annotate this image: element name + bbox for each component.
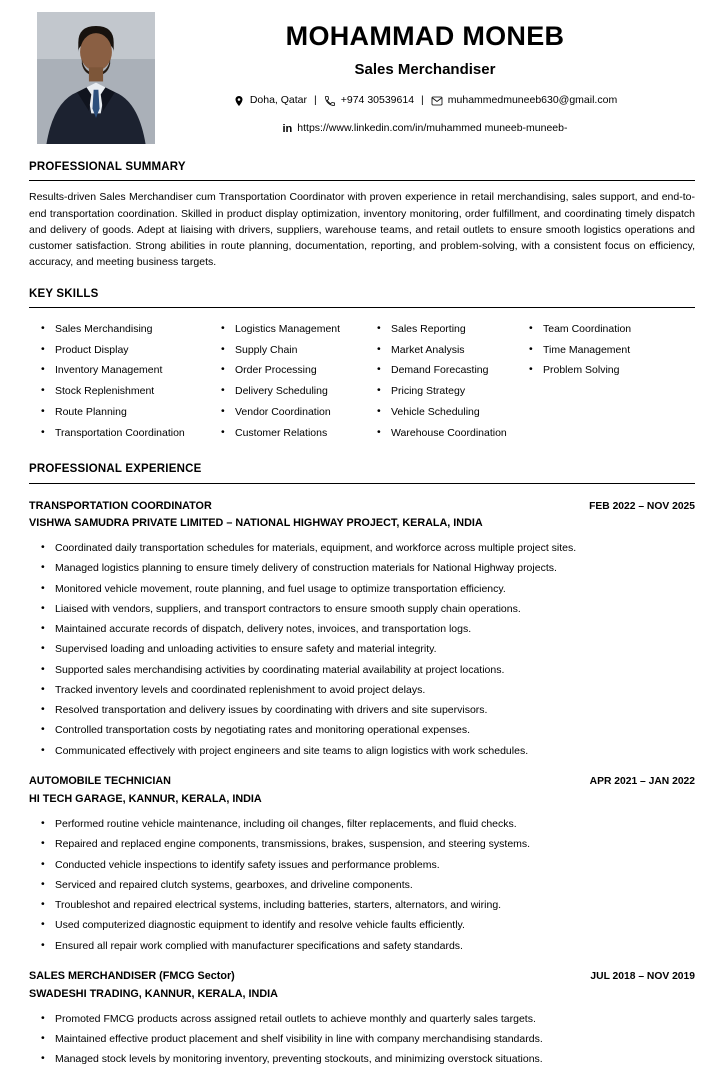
job-bullet-item: • Used computerized diagnostic equipment to identify and resolve vehicle faults efficiently. xyxy=(39,918,695,934)
summary-heading: PROFESSIONAL SUMMARY xyxy=(29,159,695,181)
job-bullet-item: • Tracked inventory levels and coordinated replenishment to avoid project delays. xyxy=(39,683,695,699)
job-header xyxy=(29,968,695,984)
job-bullet-item: • Maintained effective product placement and shelf visibility in line with company merchandising standards. xyxy=(39,1032,695,1048)
job-bullet-item: • Troubleshot and repaired electrical systems, including batteries, starters, alternators, and wiring. xyxy=(39,898,695,914)
skill-item: • Sales Reporting xyxy=(375,322,527,338)
skill-item: • Supply Chain xyxy=(219,343,375,359)
job-dates: JUL 2018 – NOV 2019 xyxy=(590,971,695,983)
job-title: AUTOMOBILE TECHNICIAN xyxy=(29,775,171,788)
linkedin-icon: in xyxy=(282,122,293,135)
skills-heading: KEY SKILLS xyxy=(29,286,695,308)
location-icon xyxy=(233,95,245,107)
skill-item: • Market Analysis xyxy=(375,343,527,359)
skill-item: • Transportation Coordination xyxy=(39,426,219,442)
job-company: HI TECH GARAGE, KANNUR, KERALA, INDIA xyxy=(29,792,262,805)
skill-item: • Route Planning xyxy=(39,405,219,421)
contact-row xyxy=(155,93,695,109)
skill-item: • Sales Merchandising xyxy=(39,322,219,338)
skill-item: • Order Processing xyxy=(219,363,375,379)
skill-item: • Delivery Scheduling xyxy=(219,384,375,400)
skill-item: • Stock Replenishment xyxy=(39,384,219,400)
candidate-title: Sales Merchandiser xyxy=(354,60,496,78)
email-item xyxy=(431,93,617,109)
linkedin-url: https://www.linkedin.com/in/muhammed muneeb-muneeb- xyxy=(297,122,568,135)
job-bullet-item: • Serviced and repaired clutch systems, gearboxes, and driveline components. xyxy=(39,878,695,894)
contact-separator: | xyxy=(314,94,317,106)
job-bullet-item: • Ensured all repair work complied with manufacturer specifications and safety standards. xyxy=(39,939,695,955)
skill-item: • Vehicle Scheduling xyxy=(375,405,527,421)
skills-section xyxy=(29,286,695,447)
job-bullet-item: • Monitored vehicle movement, route planning, and fuel usage to optimize transportation efficiency. xyxy=(39,582,695,598)
email-text: muhammedmuneeb630@gmail.com xyxy=(447,94,618,106)
job-entry xyxy=(29,968,695,1068)
job-bullets xyxy=(29,817,695,954)
phone-icon xyxy=(324,95,336,107)
linkedin-row xyxy=(155,121,695,138)
job-bullet-item: • Coordinated daily transportation schedules for materials, equipment, and workforce across multiple project sites. xyxy=(39,541,695,557)
location-text: Doha, Qatar xyxy=(249,94,308,106)
location-item xyxy=(233,93,307,109)
job-dates: FEB 2022 – NOV 2025 xyxy=(589,500,695,512)
skills-column-1 xyxy=(39,322,219,447)
job-dates: APR 2021 – JAN 2022 xyxy=(589,776,695,788)
skill-item: • Team Coordination xyxy=(527,322,695,338)
skill-item: • Time Management xyxy=(527,343,695,359)
skill-item: • Pricing Strategy xyxy=(375,384,527,400)
email-icon xyxy=(431,95,443,107)
phone-item xyxy=(324,93,414,109)
job-bullet-item: • Liaised with vendors, suppliers, and transport contractors to ensure smooth supply chain operations. xyxy=(39,602,695,618)
job-entry xyxy=(29,498,695,760)
job-company: SWADESHI TRADING, KANNUR, KERALA, INDIA xyxy=(29,987,278,1000)
profile-photo-placeholder xyxy=(37,12,155,144)
summary-section xyxy=(29,159,695,271)
job-bullet-item: • Managed stock levels by monitoring inventory, preventing stockouts, and minimizing overstock situations. xyxy=(39,1052,695,1068)
skill-item: • Customer Relations xyxy=(219,426,375,442)
skills-column-3 xyxy=(375,322,527,447)
phone-text: +974 30539614 xyxy=(340,94,415,106)
profile-photo xyxy=(37,12,155,144)
job-bullets xyxy=(29,1012,695,1068)
skill-item: • Product Display xyxy=(39,343,219,359)
experience-section xyxy=(29,461,695,1068)
summary-text: Results-driven Sales Merchandiser cum Transportation Coordinator with proven experience in retail merchandising, sales support, and end-to-end transportation coordination. Skilled in product display optimization, inventory monitoring, order fulfillment, and coordinating timely dispatch and delivery of goods. Adept at liaising with drivers, suppliers, warehouse teams, and retail outlets to ensure smooth logistics operations and customer satisfaction. Strong abilities in route planning, documentation, reporting, and problem-solving, with a consistent focus on efficiency, accuracy, and meeting business targets. xyxy=(29,191,695,269)
skill-item: • Vendor Coordination xyxy=(219,405,375,421)
skills-column-4 xyxy=(527,322,695,447)
skill-item: • Problem Solving xyxy=(527,363,695,379)
job-bullet-item: • Resolved transportation and delivery issues by coordinating with drivers and site supervisors. xyxy=(39,703,695,719)
job-bullet-item: • Supported sales merchandising activities by coordinating material availability at project locations. xyxy=(39,663,695,679)
job-bullet-item: • Managed logistics planning to ensure timely delivery of construction materials for National Highway projects. xyxy=(39,561,695,577)
job-bullet-item: • Repaired and replaced engine components, transmissions, brakes, suspension, and steering systems. xyxy=(39,837,695,853)
job-entry xyxy=(29,773,695,954)
skill-item: • Logistics Management xyxy=(219,322,375,338)
skill-item: • Demand Forecasting xyxy=(375,363,527,379)
skills-grid xyxy=(29,322,695,447)
job-title: SALES MERCHANDISER (FMCG Sector) xyxy=(29,970,235,983)
skill-item: • Inventory Management xyxy=(39,363,219,379)
candidate-name: MOHAMMAD MONEB xyxy=(285,21,565,51)
job-bullet-item: • Performed routine vehicle maintenance, including oil changes, filter replacements, and fluid checks. xyxy=(39,817,695,833)
job-bullet-item: • Communicated effectively with project engineers and site teams to align logistics with work schedules. xyxy=(39,744,695,760)
job-bullets xyxy=(29,541,695,759)
job-header xyxy=(29,498,695,514)
header-text-block xyxy=(155,10,695,137)
job-bullet-item: • Supervised loading and unloading activities to ensure safety and material integrity. xyxy=(39,642,695,658)
job-bullet-item: • Conducted vehicle inspections to identify safety issues and performance problems. xyxy=(39,858,695,874)
job-title: TRANSPORTATION COORDINATOR xyxy=(29,499,212,512)
skills-column-2 xyxy=(219,322,375,447)
job-bullet-item: • Maintained accurate records of dispatch, delivery notes, invoices, and transportation logs. xyxy=(39,622,695,638)
resume-header xyxy=(29,10,695,144)
experience-heading: PROFESSIONAL EXPERIENCE xyxy=(29,461,695,483)
job-header xyxy=(29,773,695,789)
contact-separator: | xyxy=(421,94,424,106)
job-company: VISHWA SAMUDRA PRIVATE LIMITED – NATIONAL HIGHWAY PROJECT, KERALA, INDIA xyxy=(29,517,483,530)
job-bullet-item: • Controlled transportation costs by negotiating rates and monitoring operational expenses. xyxy=(39,723,695,739)
skill-item: • Warehouse Coordination xyxy=(375,426,527,442)
job-bullet-item: • Promoted FMCG products across assigned retail outlets to achieve monthly and quarterly sales targets. xyxy=(39,1012,695,1028)
